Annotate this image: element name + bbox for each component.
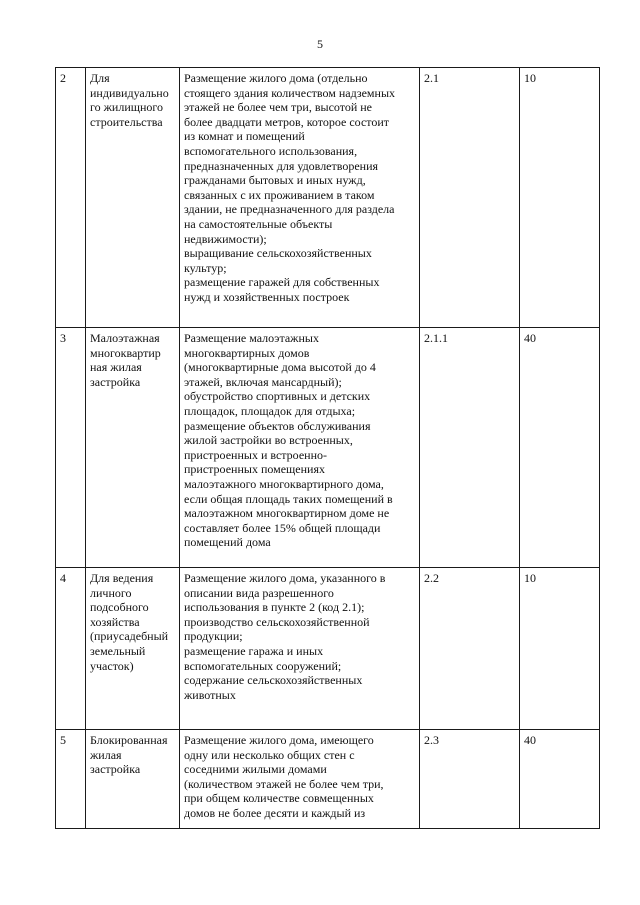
use-type-name-line: многоквартир (90, 345, 161, 360)
description-line: Размещение малоэтажных (184, 331, 319, 345)
description-line: культур; (184, 260, 227, 275)
description-line: (многоквартирные дома высотой до 4 (184, 360, 376, 375)
description-line: жилой застройки во встроенных, (184, 433, 353, 448)
description-line: из комнат и помещений (184, 129, 305, 144)
use-type-name-cell (86, 68, 180, 328)
use-type-description-cell (180, 730, 420, 829)
description-line: этажей не более чем три, высотой не (184, 100, 373, 115)
description-line: использования в пункте 2 (код 2.1); (184, 600, 365, 615)
use-type-name-line: Блокированная (90, 733, 168, 747)
description-line: более двадцати метров, которое состоит (184, 114, 390, 129)
table-row (56, 730, 600, 829)
use-type-name-line: строительства (90, 114, 163, 129)
description-line: Размещение жилого дома, имеющего (184, 733, 374, 747)
table-row (56, 568, 600, 730)
row-number-cell: 2 (56, 68, 86, 328)
use-type-name-line: земельный (90, 643, 146, 658)
use-type-name-line: (приусадебный (90, 629, 169, 644)
parameter-value-cell: 10 (520, 68, 600, 328)
description-line: недвижимости); (184, 231, 267, 246)
use-type-name-line: индивидуально (90, 85, 169, 100)
description-line: малоэтажного многоквартирного дома, (184, 476, 384, 491)
description-line: выращивание сельскохозяйственных (184, 246, 372, 261)
description-line: гражданами бытовых и иных нужд, (184, 173, 366, 188)
description-line: вспомогательного использования, (184, 143, 358, 158)
description-line: соседними жилыми домами (184, 762, 327, 777)
description-line: пристроенных и встроенно- (184, 447, 327, 462)
use-type-name-cell (86, 328, 180, 568)
use-type-name-line: подсобного (90, 600, 149, 615)
description-line: этажей, включая мансардный); (184, 374, 342, 389)
use-type-description-cell (180, 328, 420, 568)
parameter-value-cell: 40 (520, 328, 600, 568)
description-line: стоящего здания количеством надземных (184, 85, 396, 100)
description-line: вспомогательных сооружений; (184, 658, 342, 673)
description-line: размещение объектов обслуживания (184, 418, 371, 433)
table-row (56, 68, 600, 328)
row-number-cell: 4 (56, 568, 86, 730)
use-type-name-line: личного (90, 585, 132, 600)
use-type-name-line: ная жилая (90, 360, 142, 375)
use-type-code-cell: 2.3 (420, 730, 520, 829)
use-type-code-cell: 2.1 (420, 68, 520, 328)
description-line: одну или несколько общих стен с (184, 747, 355, 762)
description-line: обустройство спортивных и детских (184, 389, 371, 404)
description-line: размещение гаража и иных (184, 643, 324, 658)
use-type-name-cell (86, 730, 180, 829)
description-line: Размещение жилого дома, указанного в (184, 571, 386, 585)
description-line: составляет более 15% общей площади (184, 520, 381, 535)
description-line: при общем количестве совмещенных (184, 791, 374, 806)
use-type-description-cell (180, 568, 420, 730)
use-type-name-line: застройка (90, 374, 141, 389)
description-line: размещение гаражей для собственных (184, 275, 380, 290)
description-line: производство сельскохозяйственной (184, 614, 370, 629)
description-line: многоквартирных домов (184, 345, 310, 360)
row-number-cell: 5 (56, 730, 86, 829)
use-type-name-line: хозяйства (90, 614, 140, 629)
description-line: Размещение жилого дома (отдельно (184, 71, 368, 85)
description-line: если общая площадь таких помещений в (184, 491, 393, 506)
use-type-name-line: участок) (90, 658, 134, 673)
land-use-table (55, 67, 600, 829)
use-type-name-line: застройка (90, 762, 141, 777)
description-line: связанных с их проживанием в таком (184, 187, 375, 202)
use-type-name-line: го жилищного (90, 100, 164, 115)
use-type-code-cell: 2.1.1 (420, 328, 520, 568)
use-type-name-cell (86, 568, 180, 730)
use-type-description-cell (180, 68, 420, 328)
description-line: пристроенных помещениях (184, 462, 325, 477)
description-line: площадок, площадок для отдыха; (184, 403, 356, 418)
use-type-code-cell: 2.2 (420, 568, 520, 730)
use-type-name-line: Для ведения (90, 571, 154, 585)
description-line: продукции; (184, 629, 243, 644)
description-line: животных (184, 687, 236, 702)
use-type-name-line: Для (90, 71, 110, 85)
table-row (56, 328, 600, 568)
use-type-name-line: жилая (90, 747, 122, 762)
row-number-cell: 3 (56, 328, 86, 568)
description-line: на самостоятельные объекты (184, 216, 333, 231)
description-line: малоэтажном многоквартирном доме не (184, 506, 390, 521)
description-line: (количеством этажей не более чем три, (184, 776, 384, 791)
page-number: 5 (317, 37, 323, 51)
description-line: нужд и хозяйственных построек (184, 289, 350, 304)
description-line: здании, не предназначенного для раздела (184, 202, 395, 217)
use-type-name-line: Малоэтажная (90, 331, 160, 345)
parameter-value-cell: 10 (520, 568, 600, 730)
parameter-value-cell: 40 (520, 730, 600, 829)
description-line: предназначенных для удовлетворения (184, 158, 379, 173)
description-line: описании вида разрешенного (184, 585, 334, 600)
description-line: домов не более десяти и каждый из (184, 805, 366, 820)
description-line: содержание сельскохозяйственных (184, 673, 363, 688)
description-line: помещений дома (184, 535, 271, 550)
